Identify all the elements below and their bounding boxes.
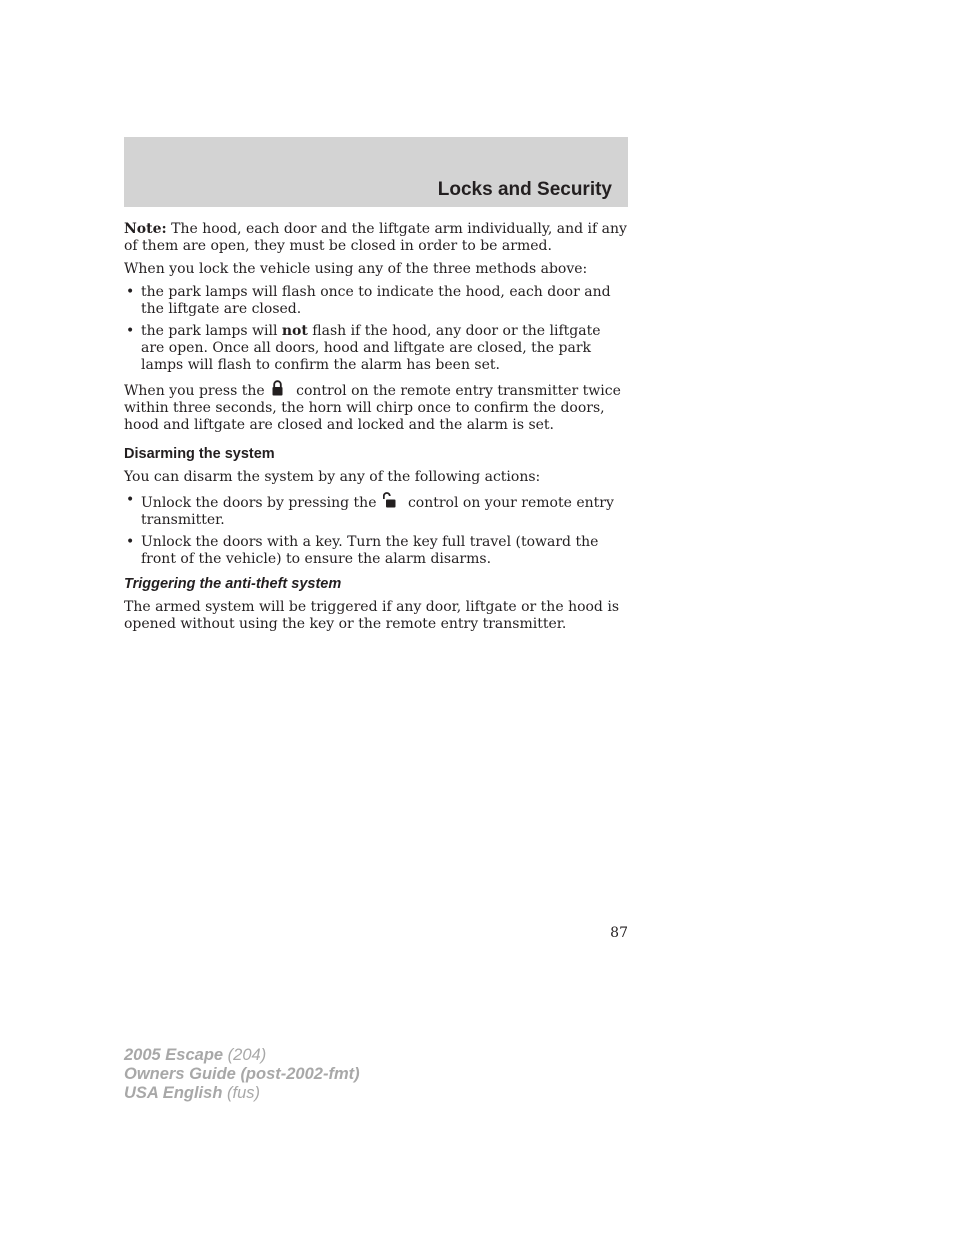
press-text-before: When you press the (124, 383, 265, 399)
list-item-text: flash if the hood, any door or the liftgate are open. Once all doors, hood and liftgate are closed, the park lamps will flash to confirm the alarm has been set. (141, 323, 601, 373)
document-footer (124, 1046, 360, 1103)
lock-bullet-list (124, 284, 628, 374)
lock-open-icon (383, 492, 396, 508)
list-item (124, 323, 628, 374)
footer-line-language (124, 1084, 360, 1103)
note-paragraph (124, 221, 628, 255)
footer-line-model (124, 1046, 360, 1065)
footer-language: USA English (124, 1084, 223, 1102)
list-item-text: control on your remote entry transmitter. (141, 495, 614, 528)
emphasis-not: not (281, 323, 308, 339)
disarm-bullet-list (124, 492, 628, 568)
press-paragraph (124, 380, 628, 434)
list-item: • the park lamps will flash once to indicate the hood, each door and the liftgate are closed. (124, 284, 628, 318)
lock-intro-paragraph: When you lock the vehicle using any of the three methods above: (124, 261, 588, 277)
press-text-after: control on the remote entry transmitter twice within three seconds, the horn will chirp once to confirm the doors, hood and liftgate are closed and locked and the alarm is set. (124, 383, 621, 433)
page-number: 87 (610, 925, 628, 941)
note-text: The hood, each door and the liftgate arm individually, and if any of them are open, they must be closed in order to be armed. (124, 221, 627, 254)
disarming-heading: Disarming the system (124, 446, 275, 462)
lock-closed-icon (271, 380, 284, 396)
footer-line-guide (124, 1065, 360, 1084)
disarm-intro-paragraph: You can disarm the system by any of the following actions: (124, 469, 541, 485)
note-label: Note: (124, 221, 167, 237)
list-item-text: Unlock the doors by pressing the (141, 495, 377, 511)
page-body (124, 221, 628, 639)
footer-language-code: (fus) (222, 1084, 260, 1102)
footer-model: 2005 Escape (124, 1046, 224, 1064)
section-title: Locks and Security (437, 179, 612, 200)
section-header-band (124, 137, 628, 207)
trigger-paragraph: The armed system will be triggered if any door, liftgate or the hood is opened without using the key or the remote entry transmitter. (124, 599, 620, 632)
triggering-heading: Triggering the anti-theft system (124, 576, 342, 592)
list-item-text: the park lamps will (141, 323, 282, 339)
list-item (124, 492, 628, 529)
list-item: • Unlock the doors with a key. Turn the key full travel (toward the front of the vehicle) to ensure the alarm disarms. (124, 534, 628, 568)
footer-guide: Owners Guide (post-2002-fmt) (124, 1065, 360, 1083)
footer-model-code: (204) (223, 1046, 267, 1064)
